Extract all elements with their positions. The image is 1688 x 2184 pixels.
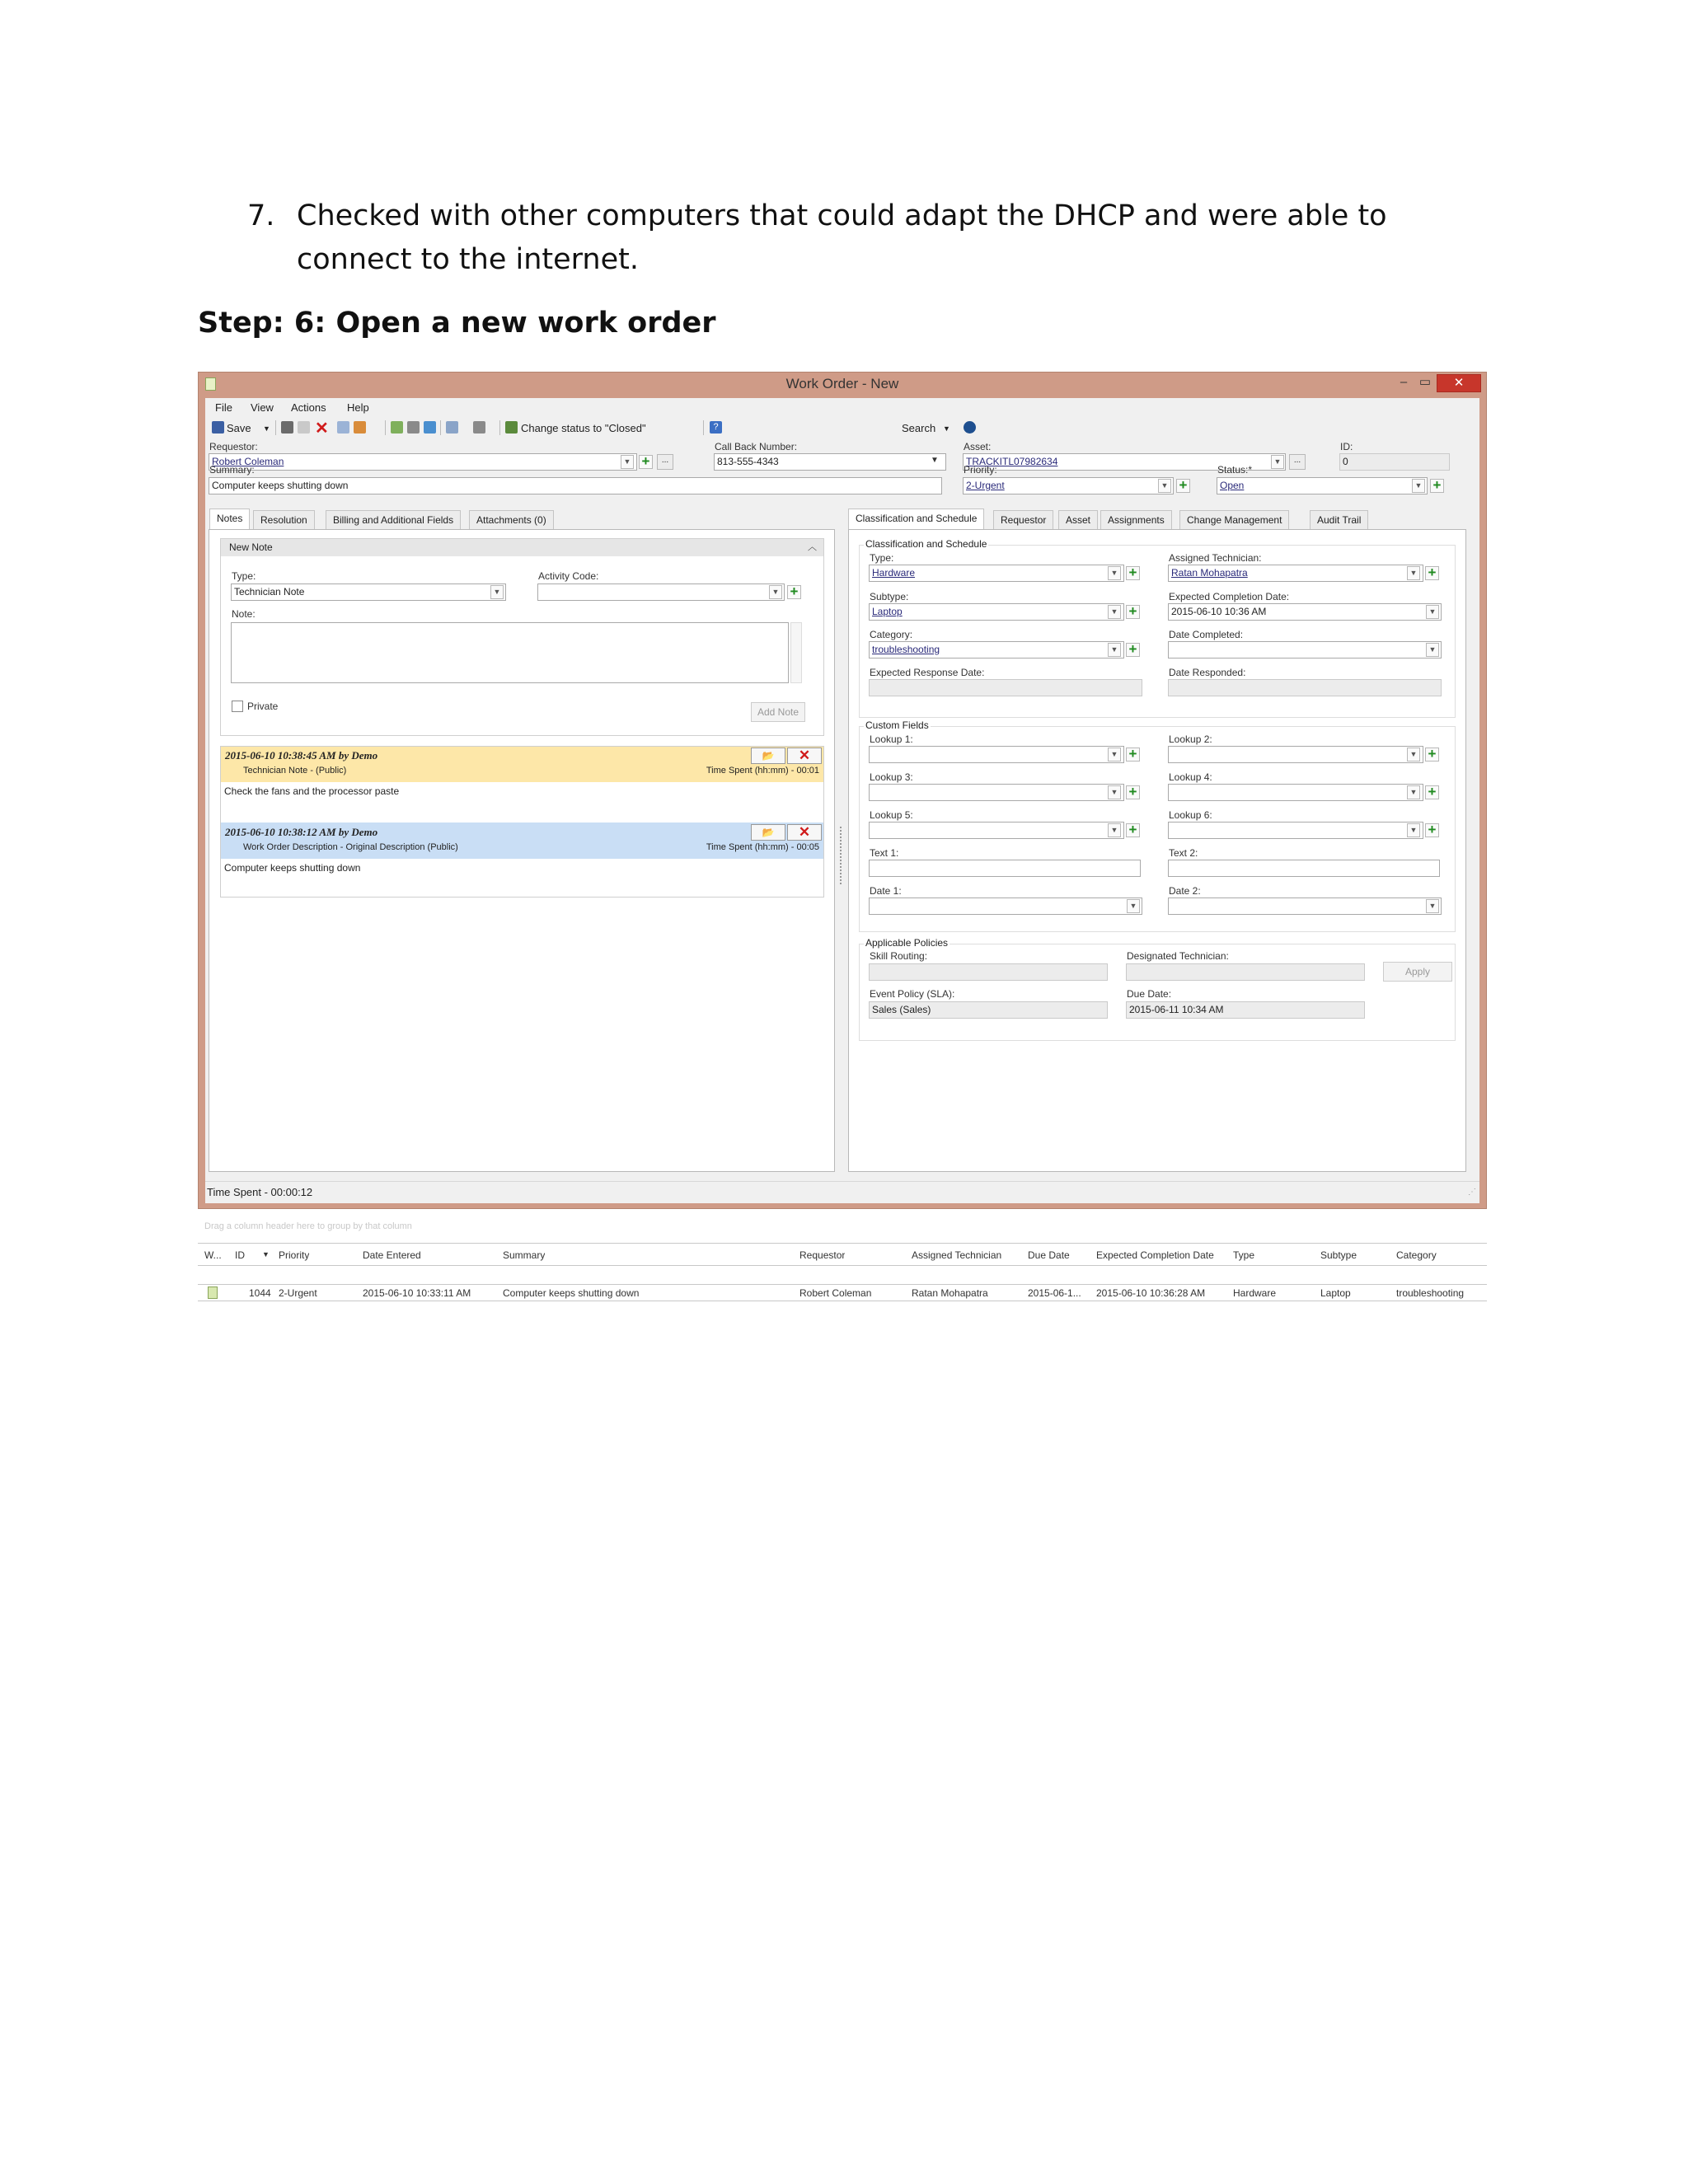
tab-requestor[interactable]: Requestor — [993, 510, 1053, 530]
columns-icon[interactable] — [473, 421, 485, 434]
change-status-icon — [505, 421, 518, 434]
add-lookup1-icon[interactable]: + — [1126, 748, 1140, 762]
work-order-icon — [208, 1286, 218, 1299]
text1-field[interactable] — [869, 860, 1141, 877]
tab-classification[interactable]: Classification and Schedule — [848, 509, 984, 530]
add-lookup2-icon[interactable]: + — [1425, 748, 1439, 762]
chevron-down-icon[interactable]: ▼ — [931, 456, 939, 465]
tab-change-management[interactable]: Change Management — [1179, 510, 1289, 530]
date-responded-label: Date Responded: — [1169, 667, 1246, 678]
private-checkbox[interactable] — [232, 701, 243, 712]
tab-notes[interactable]: Notes — [209, 509, 250, 530]
chevron-down-icon[interactable]: ▼ — [1127, 899, 1140, 913]
add-category-icon[interactable]: + — [1126, 643, 1140, 657]
status-field[interactable] — [1217, 477, 1428, 494]
cell-priority: 2-Urgent — [279, 1287, 317, 1299]
new-note-title: New Note — [229, 541, 273, 553]
template-icon[interactable] — [446, 421, 458, 434]
new-item-icon[interactable] — [391, 421, 403, 434]
asset-label: Asset: — [964, 441, 992, 452]
col-header-subtype[interactable]: Subtype — [1320, 1249, 1357, 1261]
due-date-field: 2015-06-11 10:34 AM — [1126, 1001, 1365, 1019]
lookup6-label: Lookup 6: — [1169, 809, 1212, 821]
lookup1-field[interactable] — [869, 746, 1124, 763]
chevron-down-icon[interactable]: ▼ — [1407, 823, 1420, 837]
close-button[interactable]: ✕ — [1437, 374, 1481, 392]
chevron-down-icon[interactable]: ▼ — [1426, 605, 1439, 619]
tools-icon[interactable] — [407, 421, 420, 434]
subtype-value: Laptop — [872, 606, 903, 617]
text1-label: Text 1: — [870, 847, 899, 859]
date-responded-field — [1168, 679, 1442, 696]
maximize-button[interactable]: ▭ — [1418, 375, 1432, 389]
note-subtitle: Technician Note - (Public) — [243, 766, 347, 776]
add-type-icon[interactable]: + — [1126, 566, 1140, 580]
note-timestamp: 2015-06-10 10:38:45 AM by Demo — [225, 749, 378, 762]
menu-bar — [205, 398, 1479, 416]
chevron-down-icon[interactable]: ▼ — [1108, 785, 1121, 799]
custom-fields-title: Custom Fields — [865, 719, 929, 731]
cell-due-date: 2015-06-1... — [1028, 1287, 1081, 1299]
note-body: Computer keeps shutting down — [220, 859, 824, 897]
grid-top-border — [198, 1243, 1487, 1244]
note-header — [220, 746, 824, 782]
save-button[interactable]: Save — [227, 422, 251, 434]
chevron-down-icon[interactable]: ▼ — [490, 585, 504, 599]
callback-label: Call Back Number: — [715, 441, 798, 452]
collapse-icon[interactable]: ︿ — [808, 542, 817, 552]
note-timestamp: 2015-06-10 10:38:12 AM by Demo — [225, 826, 378, 838]
monitor-icon[interactable] — [424, 421, 436, 434]
category-field[interactable] — [869, 641, 1124, 658]
add-requestor-icon[interactable]: + — [639, 455, 653, 469]
text2-field[interactable] — [1168, 860, 1440, 877]
grid-row-border — [198, 1284, 1487, 1285]
callback-field[interactable]: 813-555-4343 — [714, 453, 946, 471]
grid-header-border — [198, 1265, 1487, 1266]
minimize-button[interactable]: – — [1400, 375, 1408, 389]
note-subtitle: Work Order Description - Original Description (Public) — [243, 842, 458, 852]
type-label: Type: — [870, 552, 894, 564]
skill-routing-field — [869, 963, 1108, 981]
classification-group-title: Classification and Schedule — [865, 538, 987, 550]
status-value: Open — [1220, 480, 1245, 491]
summary-label: Summary: — [209, 464, 255, 476]
lookup5-label: Lookup 5: — [870, 809, 913, 821]
cell-type: Hardware — [1233, 1287, 1277, 1299]
text2-label: Text 2: — [1169, 847, 1198, 859]
cell-requestor: Robert Coleman — [799, 1287, 872, 1299]
expected-completion-label: Expected Completion Date: — [1169, 591, 1290, 602]
window-client — [205, 398, 1479, 1203]
toolbar-separator — [275, 420, 276, 435]
save-dropdown-icon[interactable]: ▼ — [263, 424, 270, 433]
chevron-down-icon[interactable]: ▼ — [1407, 566, 1420, 580]
note-type-field[interactable]: Technician Note — [231, 583, 506, 601]
chevron-down-icon[interactable]: ▼ — [1158, 479, 1171, 493]
lookup6-field[interactable] — [1168, 822, 1423, 839]
lookup5-field[interactable] — [869, 822, 1124, 839]
subtype-label: Subtype: — [870, 591, 909, 602]
event-policy-field: Sales (Sales) — [869, 1001, 1108, 1019]
designated-technician-field — [1126, 963, 1365, 981]
col-header-id[interactable]: ID — [235, 1249, 245, 1261]
info-icon[interactable] — [964, 421, 976, 434]
priority-label: Priority: — [964, 464, 997, 476]
asset-value: TRACKITL07982634 — [966, 456, 1058, 467]
app-icon — [205, 377, 216, 391]
email-icon[interactable] — [337, 421, 349, 434]
expected-completion-field[interactable]: 2015-06-10 10:36 AM — [1168, 603, 1442, 621]
chevron-down-icon[interactable]: ▼ — [1108, 643, 1121, 657]
tab-attachments[interactable]: Attachments (0) — [469, 510, 554, 530]
priority-field[interactable] — [963, 477, 1174, 494]
time-spent-text: Time Spent - 00:00:12 — [207, 1186, 313, 1198]
date2-label: Date 2: — [1169, 885, 1201, 897]
sort-desc-icon[interactable]: ▼ — [262, 1250, 270, 1258]
assigned-technician-value: Ratan Mohapatra — [1171, 567, 1248, 579]
type-field[interactable] — [869, 565, 1124, 582]
group-by-hint: Drag a column header here to group by that column — [204, 1221, 412, 1231]
note-entry — [220, 746, 824, 805]
policies-title: Applicable Policies — [865, 937, 949, 949]
item-number: 7. — [247, 199, 275, 232]
note-time-spent: Time Spent (hh:mm) - 00:01 — [706, 766, 819, 776]
toolbar-separator — [385, 420, 386, 435]
lookup2-field[interactable] — [1168, 746, 1423, 763]
note-label: Note: — [232, 608, 256, 620]
chevron-down-icon[interactable]: ▼ — [1426, 643, 1439, 657]
work-order-window — [198, 372, 1487, 1209]
delete-note-icon[interactable]: ✕ — [787, 824, 822, 841]
date-completed-field[interactable] — [1168, 641, 1442, 658]
col-header-summary[interactable]: Summary — [503, 1249, 546, 1261]
add-note-button[interactable]: Add Note — [751, 702, 805, 722]
add-lookup4-icon[interactable]: + — [1425, 785, 1439, 799]
col-header-due-date[interactable]: Due Date — [1028, 1249, 1070, 1261]
col-header-type[interactable]: Type — [1233, 1249, 1255, 1261]
designated-technician-label: Designated Technician: — [1127, 950, 1229, 962]
chevron-down-icon[interactable]: ▼ — [1412, 479, 1425, 493]
tab-billing[interactable]: Billing and Additional Fields — [326, 510, 461, 530]
lookup4-label: Lookup 4: — [1169, 771, 1212, 783]
col-header-requestor[interactable]: Requestor — [799, 1249, 846, 1261]
cell-assigned-technician: Ratan Mohapatra — [912, 1287, 988, 1299]
chevron-down-icon[interactable]: ▼ — [1407, 785, 1420, 799]
step-heading: Step: 6: Open a new work order — [198, 307, 716, 340]
toolbar — [205, 417, 1479, 438]
cell-summary: Computer keeps shutting down — [503, 1287, 640, 1299]
cell-id: 1044 — [249, 1287, 271, 1299]
activity-code-label: Activity Code: — [538, 570, 599, 582]
numbered-item — [247, 194, 1484, 282]
chevron-down-icon[interactable]: ▼ — [1108, 748, 1121, 762]
requestor-label: Requestor: — [209, 441, 258, 452]
window-titlebar — [199, 373, 1486, 396]
menu-help[interactable]: Help — [347, 401, 369, 414]
activity-code-field[interactable] — [537, 583, 785, 601]
chevron-down-icon[interactable]: ▼ — [1108, 566, 1121, 580]
note-entry — [220, 823, 824, 897]
date1-field[interactable] — [869, 898, 1142, 915]
lookup1-label: Lookup 1: — [870, 733, 913, 745]
summary-field[interactable]: Computer keeps shutting down — [209, 477, 942, 494]
col-header-assigned-technician[interactable]: Assigned Technician — [912, 1249, 1002, 1261]
due-date-label: Due Date: — [1127, 988, 1172, 1000]
menu-file[interactable]: File — [215, 401, 232, 414]
col-header-w[interactable]: W... — [204, 1249, 222, 1261]
notes-panel — [209, 529, 835, 1172]
change-status-button[interactable]: Change status to "Closed" — [521, 422, 646, 434]
id-label: ID: — [1340, 441, 1353, 452]
note-body: Check the fans and the processor paste — [220, 782, 824, 805]
help-icon[interactable]: ? — [710, 421, 722, 434]
cell-category: troubleshooting — [1396, 1287, 1465, 1299]
save-icon — [212, 421, 224, 434]
new-note-header — [221, 539, 823, 556]
chevron-down-icon[interactable]: ▼ — [1108, 605, 1121, 619]
menu-actions[interactable]: Actions — [291, 401, 326, 414]
add-lookup3-icon[interactable]: + — [1126, 785, 1140, 799]
lookup2-label: Lookup 2: — [1169, 733, 1212, 745]
edit-note-icon[interactable]: 📂 — [751, 748, 785, 764]
add-activity-icon[interactable]: + — [787, 585, 801, 599]
skill-routing-label: Skill Routing: — [870, 950, 928, 962]
col-header-priority[interactable]: Priority — [279, 1249, 310, 1261]
splitter-handle[interactable] — [840, 827, 843, 884]
cell-expected-completion: 2015-06-10 10:36:28 AM — [1096, 1287, 1206, 1299]
add-status-icon[interactable]: + — [1430, 479, 1444, 493]
cell-date-entered: 2015-06-10 10:33:11 AM — [363, 1287, 471, 1299]
search-button[interactable]: Search — [902, 422, 936, 434]
col-header-date-entered[interactable]: Date Entered — [363, 1249, 421, 1261]
chevron-down-icon[interactable]: ▼ — [621, 455, 634, 469]
assign-icon[interactable] — [354, 421, 366, 434]
tab-resolution[interactable]: Resolution — [253, 510, 315, 530]
note-scrollbar[interactable] — [790, 622, 802, 683]
date-completed-label: Date Completed: — [1169, 629, 1244, 640]
search-dropdown-icon[interactable]: ▼ — [943, 424, 950, 433]
col-header-expected-completion[interactable]: Expected Completion Date — [1096, 1249, 1214, 1261]
browse-asset-button[interactable]: ... — [1289, 454, 1306, 470]
event-policy-label: Event Policy (SLA): — [870, 988, 955, 1000]
apply-button[interactable]: Apply — [1383, 962, 1452, 982]
add-subtype-icon[interactable]: + — [1126, 605, 1140, 619]
category-label: Category: — [870, 629, 913, 640]
tab-audit-trail[interactable]: Audit Trail — [1310, 510, 1368, 530]
subtype-field[interactable] — [869, 603, 1124, 621]
add-technician-icon[interactable]: + — [1425, 566, 1439, 580]
note-textarea[interactable] — [231, 622, 789, 683]
expected-response-label: Expected Response Date: — [870, 667, 985, 678]
add-lookup6-icon[interactable]: + — [1425, 823, 1439, 837]
requestor-field[interactable] — [209, 453, 637, 471]
new-note-box — [220, 538, 824, 736]
print-icon[interactable] — [281, 421, 293, 434]
lookup3-field[interactable] — [869, 784, 1124, 801]
note-header — [220, 823, 824, 859]
col-header-category[interactable]: Category — [1396, 1249, 1437, 1261]
type-value: Hardware — [872, 567, 916, 579]
toolbar-separator — [703, 420, 704, 435]
lookup3-label: Lookup 3: — [870, 771, 913, 783]
edit-note-icon[interactable]: 📂 — [751, 824, 785, 841]
tab-asset[interactable]: Asset — [1058, 510, 1098, 530]
chevron-down-icon[interactable]: ▼ — [1426, 899, 1439, 913]
browse-requestor-button[interactable]: ... — [657, 454, 673, 470]
delete-note-icon[interactable]: ✕ — [787, 748, 822, 764]
delete-icon[interactable]: ✕ — [315, 419, 329, 438]
menu-view[interactable]: View — [251, 401, 274, 414]
private-label: Private — [247, 701, 279, 712]
date2-field[interactable] — [1168, 898, 1442, 915]
expected-response-field — [869, 679, 1142, 696]
lookup4-field[interactable] — [1168, 784, 1423, 801]
assigned-technician-label: Assigned Technician: — [1169, 552, 1262, 564]
toolbar-separator — [440, 420, 441, 435]
window-title: Work Order - New — [785, 376, 899, 391]
add-lookup5-icon[interactable]: + — [1126, 823, 1140, 837]
chevron-down-icon[interactable]: ▼ — [1407, 748, 1420, 762]
status-bar — [205, 1181, 1479, 1203]
chevron-down-icon[interactable]: ▼ — [1271, 455, 1284, 469]
cell-subtype: Laptop — [1320, 1287, 1351, 1299]
copy-icon[interactable] — [298, 421, 310, 434]
assigned-technician-field[interactable] — [1168, 565, 1423, 582]
status-label: Status:* — [1217, 464, 1253, 476]
priority-value: 2-Urgent — [966, 480, 1005, 491]
toolbar-separator — [499, 420, 500, 435]
id-field: 0 — [1339, 453, 1450, 471]
tab-assignments[interactable]: Assignments — [1100, 510, 1172, 530]
requestor-value: Robert Coleman — [212, 456, 284, 467]
add-priority-icon[interactable]: + — [1176, 479, 1190, 493]
chevron-down-icon[interactable]: ▼ — [1108, 823, 1121, 837]
chevron-down-icon[interactable]: ▼ — [769, 585, 782, 599]
note-type-label: Type: — [232, 570, 256, 582]
item-text: Checked with other computers that could adapt the DHCP and were able to connect to the internet. — [297, 199, 1387, 276]
date1-label: Date 1: — [870, 885, 902, 897]
resize-grip-icon[interactable]: ⋰ — [1468, 1188, 1476, 1197]
note-time-spent: Time Spent (hh:mm) - 00:05 — [706, 842, 819, 852]
classification-panel — [848, 529, 1466, 1172]
category-value: troubleshooting — [872, 644, 940, 655]
